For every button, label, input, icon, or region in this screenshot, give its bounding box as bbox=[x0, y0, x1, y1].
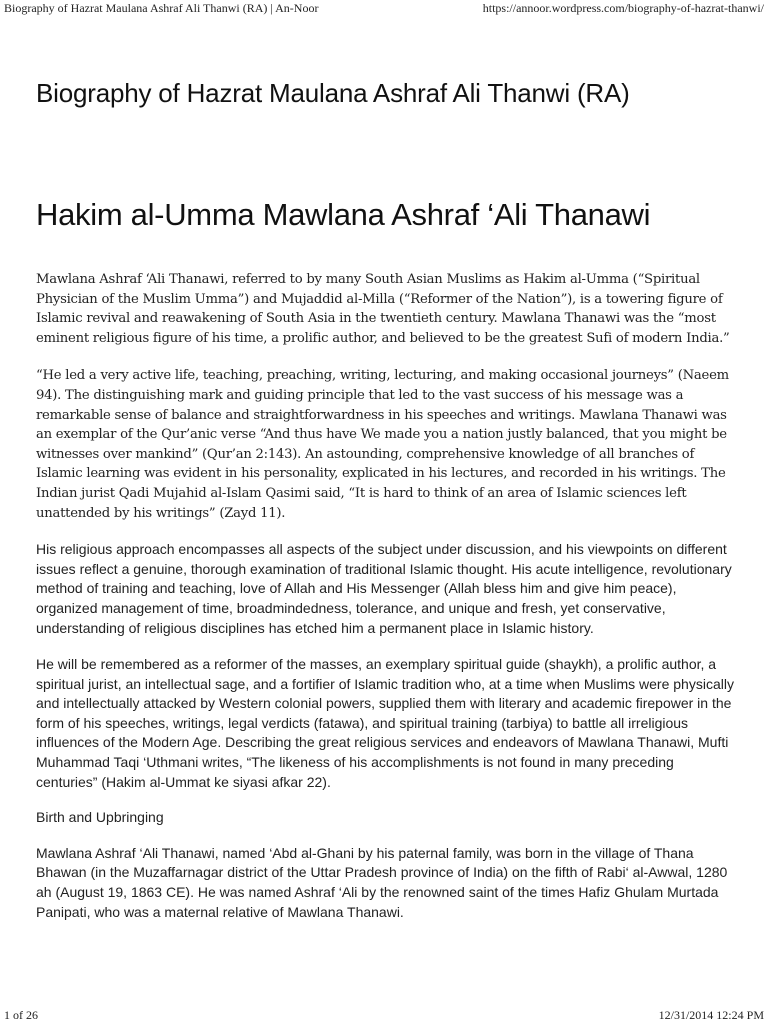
article-content bbox=[36, 78, 736, 922]
paragraph-intro: Mawlana Ashraf ‘Ali Thanawi, referred to by many South Asian Muslims as Hakim al-Umma (“Spiritual Physician of the Muslim Umma”) and Mujaddid al-Milla (“Reformer of the Nation”), is a towering figure of Islamic revival and reawakening of South Asia in the twentieth century. Mawlana Thanawi was the “most eminent religious figure of his time, a prolific author, and believed to be the greatest Sufi of modern India.” bbox=[36, 272, 730, 346]
print-timestamp: 12/31/2014 12:24 PM bbox=[658, 1008, 764, 1022]
section-heading-birth: Birth and Upbringing bbox=[36, 809, 164, 826]
header-page-title: Biography of Hazrat Maulana Ashraf Ali Thanwi (RA) | An-Noor bbox=[4, 1, 319, 15]
post-title: Hakim al-Umma Mawlana Ashraf ‘Ali Thanawi bbox=[36, 197, 651, 232]
site-title[interactable]: Biography of Hazrat Maulana Ashraf Ali Thanwi (RA) bbox=[36, 78, 630, 108]
print-footer bbox=[0, 1006, 768, 1024]
paragraph-religious-approach: His religious approach encompasses all aspects of the subject under discussion, and his viewpoints on different issues reflect a genuine, thorough examination of traditional Islamic thought. His acute intelligence, revolutionary method of training and teaching, love of Allah and His Messenger (Allah bless him and give him peace), organized management of time, broadmindedness, tolerance, and unique and fresh, yet conservative, understanding of religious disciplines has etched him a permanent place in Islamic history. bbox=[36, 541, 732, 636]
print-header bbox=[0, 0, 768, 18]
paragraph-reformer: He will be remembered as a reformer of the masses, an exemplary spiritual guide (shaykh), a prolific author, a spiritual jurist, an intellectual sage, and a fortifier of Islamic tradition who, at a time when Muslims were physically and intellectually attacked by Western colonial powers, supplied them with literary and academic firepower in the form of his speeches, writings, legal verdicts (fatawa), and spiritual training (tarbiya) to battle all irreligious influences of the Modern Age. Describing the great religious services and endeavors of Mawlana Thanawi, Mufti Muhammad Taqi ‘Uthmani writes, “The likeness of his accomplishments is not found in many preceding centuries” (Hakim al-Ummat ke siyasi afkar 22). bbox=[36, 656, 734, 790]
page-number: 1 of 26 bbox=[4, 1008, 38, 1022]
paragraph-birth: Mawlana Ashraf ‘Ali Thanawi, named ‘Abd al-Ghani by his paternal family, was born in the village of Thana Bhawan (in the Muzaffarnagar district of the Uttar Pradesh province of India) on the fifth of Rabi‘ al-Awwal, 1280 ah (August 19, 1863 CE). He was named Ashraf ‘Ali by the renowned saint of the times Hafiz Ghulam Murtada Panipati, who was a maternal relative of Mawlana Thanawi. bbox=[36, 844, 728, 920]
header-url: https://annoor.wordpress.com/biography-of-hazrat-thanwi/ bbox=[482, 1, 764, 15]
paragraph-active-life: “He led a very active life, teaching, preaching, writing, lecturing, and making occasional journeys” (Naeem 94). The distinguishing mark and guiding principle that led to the vast success of his message was a remarkable sense of balance and straightforwardness in his speeches and writings. Mawlana Thanawi was an exemplar of the Qur’anic verse “And thus have We made you a nation justly balanced, that you might be witnesses over mankind” (Qur’an 2:143). An astounding, comprehensive knowledge of all branches of Islamic learning was evident in his personality, explicated in his lectures, and recorded in his writings. The Indian jurist Qadi Mujahid al-Islam Qasimi said, “It is hard to think of an area of Islamic sciences left unattended by his writings” (Zayd 11). bbox=[36, 368, 729, 521]
